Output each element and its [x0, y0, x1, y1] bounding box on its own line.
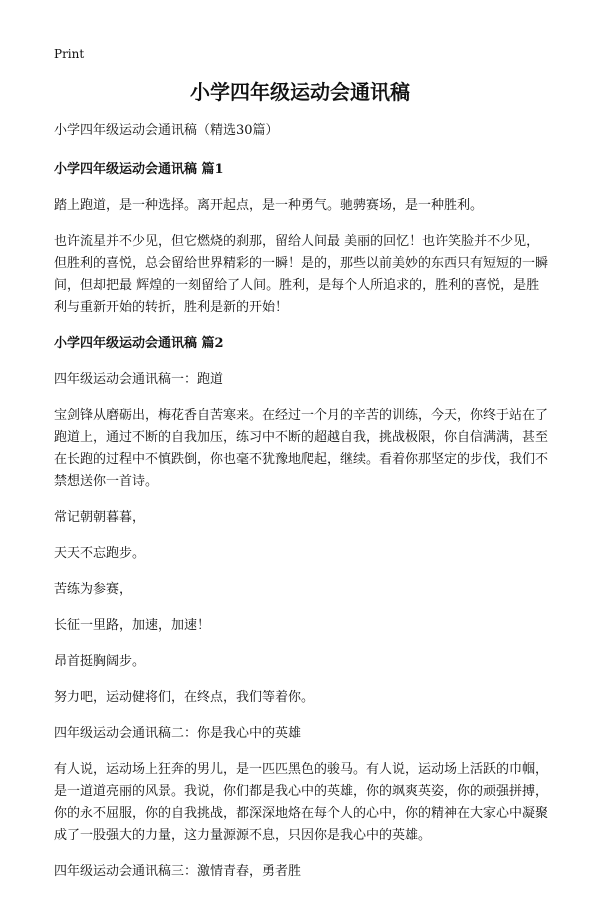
paragraph: 也许流星并不少见，但它燃烧的刹那，留给人间最 美丽的回忆！也许笑脸并不少见，但胜利的喜悦，总会留给世界精彩的一瞬！是的，那些以前美妙的东西只有短短的一瞬间，但却把最 辉煌的一刻留给了人间。胜利，是每个人所追求的，胜利的喜悦，是胜利与重新开始的转折，胜利是新的开始！: [54, 234, 549, 315]
paragraph: 踏上跑道，是一种选择。离开起点，是一种勇气。驰骋赛场，是一种胜利。: [54, 198, 484, 213]
sub-heading: 四年级运动会通讯稿二：你是我心中的英雄: [54, 726, 302, 741]
poem-line: 长征一里路，加速，加速！: [54, 618, 211, 633]
section-heading-1: 小学四年级运动会通讯稿 篇1: [54, 162, 224, 177]
poem-line: 努力吧，运动健将们，在终点，我们等着你。: [54, 690, 315, 705]
article-subtitle: 小学四年级运动会通讯稿（精选30篇）: [54, 123, 279, 138]
poem-line: 常记朝朝暮暮，: [54, 510, 146, 525]
article-body: [54, 120, 550, 897]
poem-line: 天天不忘跑步。: [54, 546, 146, 561]
paragraph: 有人说，运动场上狂奔的男儿，是一匹匹黑色的骏马。有人说，运动场上活跃的巾帼，是一道道亮丽的风景。我说，你们都是我心中的英雄，你的飒爽英姿，你的顽强拼搏，你的永不屈服，你的自我挑战，都深深地烙在每个人的心中，你的精神在大家心中凝聚成了一股强大的力量，这力量源源不息，只因你是我心中的英雄。: [54, 762, 549, 843]
sub-heading: 四年级运动会通讯稿一：跑道: [54, 372, 224, 387]
sub-heading: 四年级运动会通讯稿三：激情青春，勇者胜: [54, 864, 302, 879]
page-title: 小学四年级运动会通讯稿: [190, 80, 410, 104]
section-heading-2: 小学四年级运动会通讯稿 篇2: [54, 336, 224, 351]
poem-line: 苦练为参赛，: [54, 582, 133, 597]
print-label[interactable]: Print: [54, 47, 85, 61]
paragraph: 宝剑锋从磨砺出，梅花香自苦寒来。在经过一个月的辛苦的训练，今天，你终于站在了跑道上，通过不断的自我加压，练习中不断的超越自我，挑战极限，你自信满满，甚至在长跑的过程中不慎跌倒，你也毫不犹豫地爬起，继续。看着你那坚定的步伐，我们不禁想送你一首诗。: [54, 408, 549, 489]
poem-line: 昂首挺胸阔步。: [54, 654, 146, 669]
